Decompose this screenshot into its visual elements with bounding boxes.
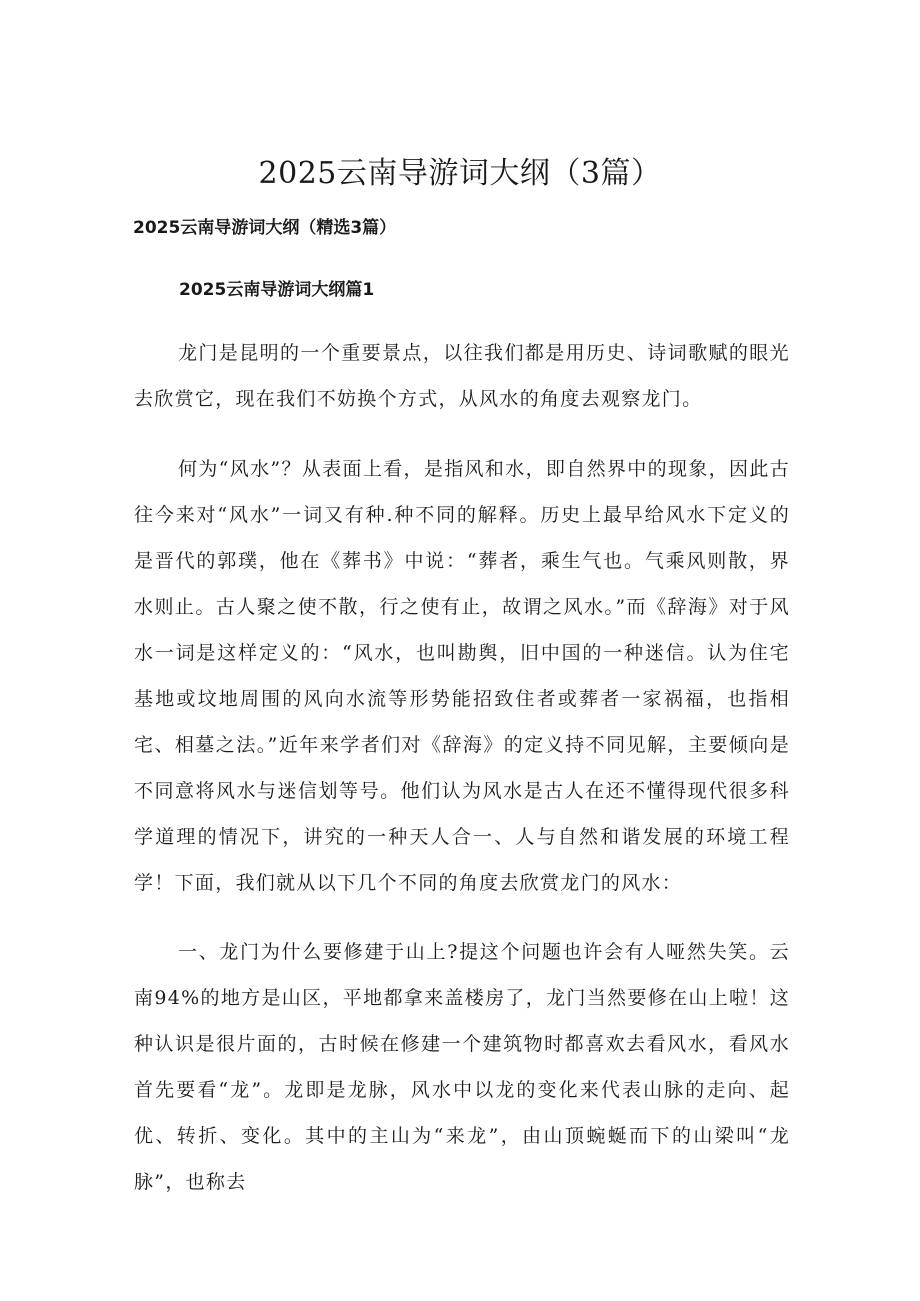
- document-title: 2025云南导游词大纲（3篇）: [258, 156, 662, 191]
- paragraph-intro: 龙门是昆明的一个重要景点，以往我们都是用历史、诗词歌赋的眼光去欣赏它，现在我们不妨换个方式，从风水的角度去观察龙门。: [134, 342, 790, 410]
- paragraph-why-mountain: 一、龙门为什么要修建于山上?提这个问题也许会有人哑然失笑。云南94%的地方是山区，平地都拿来盖楼房了，龙门当然要修在山上啦！这种认识是很片面的，古时候在修建一个建筑物时都喜欢去看风水，看风水首先要看“龙”。龙即是龙脉，风水中以龙的变化来代表山脉的走向、起优、转折、变化。其中的主山为“来龙”，由山顶蜿蜒而下的山梁叫“龙脉”，也称去: [134, 941, 790, 1193]
- document-subtitle: 2025云南导游词大纲（精选3篇）: [133, 218, 397, 238]
- section-heading: 2025云南导游词大纲篇1: [179, 280, 375, 300]
- paragraph-fengshui-definition: 何为“风水”？从表面上看，是指风和水，即自然界中的现象，因此古往今来对“风水”一词又有种.种不同的解释。历史上最早给风水下定义的是晋代的郭璞，他在《葬书》中说：“葬者，乘生气也。气乘风则散，界水则止。古人聚之使不散，行之使有止，故谓之风水。”而《辞海》对于风水一词是这样定义的：“风水，也叫勘舆，旧中国的一种迷信。认为住宅基地或坟地周围的风向水流等形势能招致住者或葬者一家祸福，也指相宅、相墓之法。”近年来学者们对《辞海》的定义持不同见解，主要倾向是不同意将风水与迷信划等号。他们认为风水是古人在还不懂得现代很多科学道理的情况下，讲究的一种天人合一、人与自然和谐发展的环境工程学！下面，我们就从以下几个不同的角度去欣赏龙门的风水：: [134, 458, 790, 894]
